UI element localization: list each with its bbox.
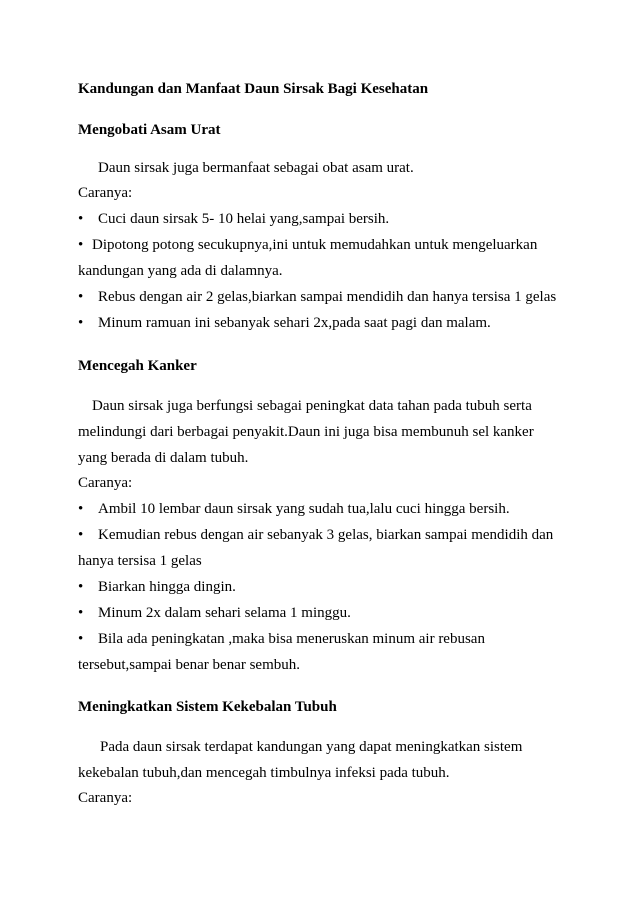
bullet-marker: • — [78, 501, 84, 517]
section-heading-asam-urat: Mengobati Asam Urat — [78, 122, 221, 138]
bullet-marker: • — [78, 315, 84, 331]
list-item: Rebus dengan air 2 gelas,biarkan sampai mendidih dan hanya tersisa 1 gelas — [98, 289, 557, 305]
list-item: Bila ada peningkatan ,maka bisa meneruskan minum air rebusan — [98, 631, 485, 647]
list-item: Biarkan hingga dingin. — [98, 579, 236, 595]
bullet-marker: • — [78, 289, 84, 305]
section-intro-line: Pada daun sirsak terdapat kandungan yang dapat meningkatkan sistem — [100, 739, 523, 755]
list-item: Ambil 10 lembar daun sirsak yang sudah tua,lalu cuci hingga bersih. — [98, 501, 510, 517]
caranya-label: Caranya: — [78, 185, 133, 201]
section-intro-line: Daun sirsak juga berfungsi sebagai peningkat data tahan pada tubuh serta — [92, 398, 532, 414]
section-heading-kanker: Mencegah Kanker — [78, 358, 197, 374]
caranya-label: Caranya: — [78, 475, 133, 491]
section-heading-kekebalan: Meningkatkan Sistem Kekebalan Tubuh — [78, 699, 337, 715]
document-title: Kandungan dan Manfaat Daun Sirsak Bagi Kesehatan — [78, 81, 429, 97]
bullet-marker: • — [78, 527, 84, 543]
list-item: Cuci daun sirsak 5- 10 helai yang,sampai bersih. — [98, 211, 390, 227]
list-item-continuation: tersebut,sampai benar benar sembuh. — [78, 657, 301, 673]
list-item: Dipotong potong secukupnya,ini untuk memudahkan untuk mengeluarkan — [92, 237, 538, 253]
list-item-continuation: hanya tersisa 1 gelas — [78, 553, 202, 569]
list-item: Minum 2x dalam sehari selama 1 minggu. — [98, 605, 351, 621]
caranya-label: Caranya: — [78, 790, 133, 806]
list-item: Kemudian rebus dengan air sebanyak 3 gelas, biarkan sampai mendidih dan — [98, 527, 554, 543]
section-intro-line: melindungi dari berbagai penyakit.Daun ini juga bisa membunuh sel kanker — [78, 424, 534, 440]
bullet-marker: • — [78, 605, 84, 621]
section-intro-line: kekebalan tubuh,dan mencegah timbulnya infeksi pada tubuh. — [78, 765, 450, 781]
section-intro-line: yang berada di dalam tubuh. — [78, 450, 249, 466]
bullet-marker: • — [78, 237, 84, 253]
bullet-marker: • — [78, 211, 84, 227]
section-intro-line: Daun sirsak juga bermanfaat sebagai obat asam urat. — [98, 160, 414, 176]
list-item-continuation: kandungan yang ada di dalamnya. — [78, 263, 283, 279]
list-item: Minum ramuan ini sebanyak sehari 2x,pada saat pagi dan malam. — [98, 315, 491, 331]
bullet-marker: • — [78, 631, 84, 647]
bullet-marker: • — [78, 579, 84, 595]
